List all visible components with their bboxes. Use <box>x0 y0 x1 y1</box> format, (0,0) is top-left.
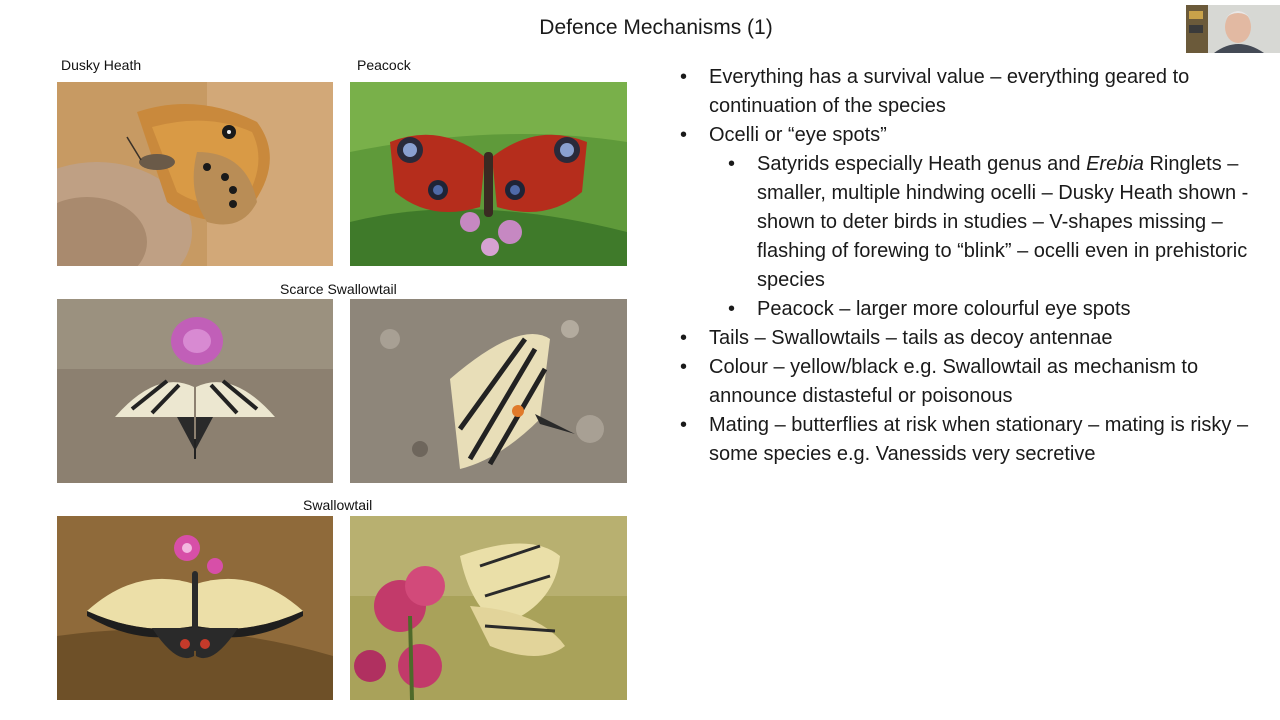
bullet-glyph: • <box>728 153 736 175</box>
bullet-text: Ringlets – smaller, multiple hindwing ocelli – Dusky Heath shown - shown to deter birds in studies – V-shapes missing – flashing of forewing to “blink” – ocelli even in prehistoric species <box>757 153 1249 291</box>
caption-scarce-swallowtail: Scarce Swallowtail <box>280 281 397 297</box>
bullet-italic-text: Erebia <box>1086 153 1144 175</box>
peacock-photo <box>350 82 627 266</box>
swallowtail-photo-2 <box>350 516 627 700</box>
bullet-item <box>678 411 1258 469</box>
scarce-swallowtail-photo-1 <box>57 299 333 483</box>
bullet-text: Mating – butterflies at risk when stationary – mating is risky – some species e.g. Vanessids very secretive <box>709 414 1249 465</box>
bullet-text: Colour – yellow/black e.g. Swallowtail as mechanism to announce distasteful or poisonous <box>709 356 1199 407</box>
sub-bullet-item <box>726 295 1258 324</box>
bullet-item <box>678 121 1258 150</box>
bullet-list <box>678 63 1258 469</box>
bullet-text: Ocelli or “eye spots” <box>709 124 887 146</box>
bullet-glyph: • <box>728 298 736 320</box>
dusky-heath-photo <box>57 82 333 266</box>
bullet-glyph: • <box>680 327 688 349</box>
caption-peacock: Peacock <box>357 57 411 73</box>
caption-swallowtail: Swallowtail <box>303 497 373 513</box>
bullet-text: Satyrids especially Heath genus and <box>757 153 1087 175</box>
bullet-text: Tails – Swallowtails – tails as decoy antennae <box>709 327 1113 349</box>
bullet-glyph: • <box>680 414 688 436</box>
bullet-item <box>678 63 1258 121</box>
bullet-glyph: • <box>680 124 688 146</box>
scarce-swallowtail-photo-2 <box>350 299 627 483</box>
bullet-glyph: • <box>680 66 688 88</box>
bullet-text: Everything has a survival value – everything geared to continuation of the species <box>709 66 1190 117</box>
bullet-glyph: • <box>680 356 688 378</box>
swallowtail-photo-1 <box>57 516 333 700</box>
presenter-video[interactable] <box>1186 5 1280 53</box>
sub-bullet-item <box>726 150 1258 295</box>
bullet-item <box>678 353 1258 411</box>
slide-title: Defence Mechanisms (1) <box>539 16 773 39</box>
bullet-text: Peacock – larger more colourful eye spots <box>757 298 1131 320</box>
bullet-item <box>678 324 1258 353</box>
caption-dusky-heath: Dusky Heath <box>61 57 142 73</box>
